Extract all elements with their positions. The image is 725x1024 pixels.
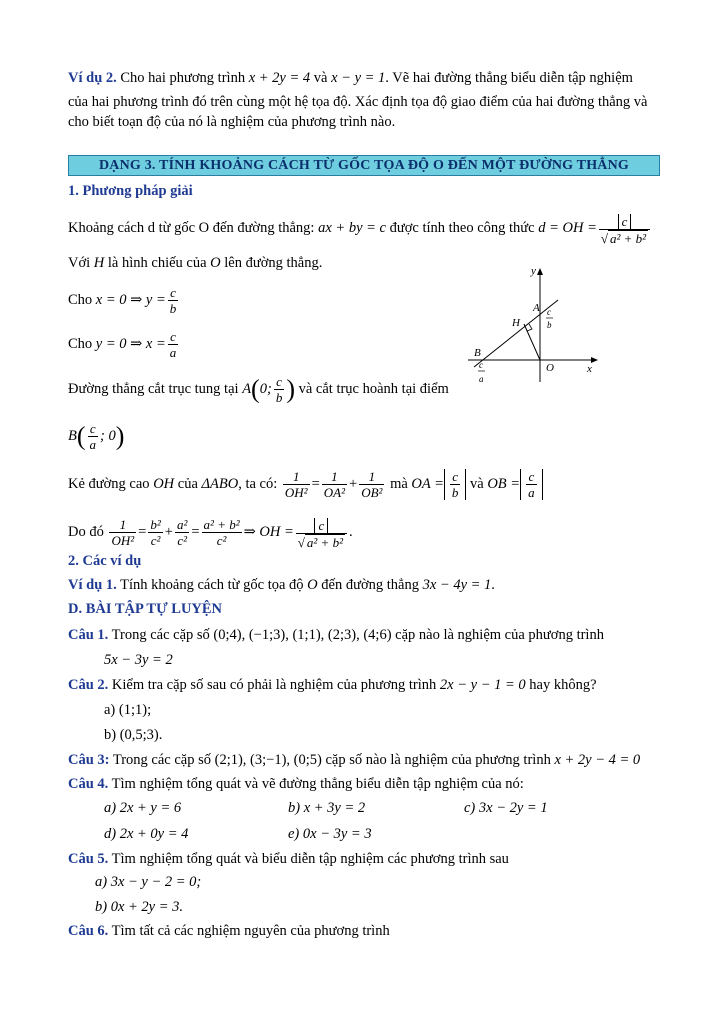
- pairs: (0;4), (−1;3), (1;1), (2;3), (4;6): [213, 627, 392, 643]
- right-angle-mark: [527, 324, 532, 331]
- x0-expr: x = 0 ⇒ y =: [95, 291, 166, 308]
- y-axis-arrow: [537, 268, 543, 275]
- heading: 2. Các ví dụ: [68, 553, 142, 569]
- text: hay không?: [525, 677, 597, 693]
- cau-5-b: b) 0x + 2y = 3.: [95, 899, 184, 915]
- cau-4-b: b) x + 3y = 2: [288, 800, 366, 816]
- point-h: H: [93, 255, 105, 271]
- projection-line: [68, 254, 322, 272]
- text: Cho hai phương trình: [116, 70, 249, 86]
- cau-4-e: e) 0x − 3y = 3: [288, 826, 372, 842]
- text: Trong các cặp số: [109, 752, 215, 768]
- example-1: [68, 576, 495, 594]
- triangle: ΔABO: [201, 475, 239, 492]
- label: Câu 5.: [68, 851, 109, 867]
- text: Với: [68, 255, 94, 271]
- point-a: A: [242, 380, 252, 397]
- oh-result: $\frac{c}{\text{√ a² + b²}}$: [296, 516, 347, 550]
- heading: 1. Phương pháp giải: [68, 183, 193, 199]
- distance-formula-line: [68, 212, 652, 246]
- cho-x0-line: [68, 285, 180, 316]
- abs-c-over-b: $\frac{c}{b}$: [444, 469, 467, 500]
- label: Câu 4.: [68, 776, 109, 792]
- text: Cho: [68, 335, 96, 352]
- label-o: O: [546, 362, 554, 374]
- text: mà: [386, 475, 412, 492]
- sqrt-expr: a² + b²: [610, 230, 647, 246]
- text: là hình chiếu của: [104, 255, 211, 271]
- exercises-heading: [68, 600, 222, 618]
- eq: =: [311, 475, 320, 492]
- plus: +: [349, 475, 358, 492]
- text: Khoảng cách d từ gốc O đến đường thẳng:: [68, 220, 319, 237]
- point-b-line: B( $\frac{c}{a}$ ; 0): [68, 421, 125, 452]
- eq: x + 2y − 4 = 0: [554, 752, 641, 768]
- therefore-line: [68, 516, 353, 550]
- c-over-b: $\frac{c}{b}$: [275, 374, 283, 405]
- frac-oh2: $\frac{1}{\text{OH²}}$: [111, 517, 135, 549]
- label-b: B: [474, 347, 481, 359]
- label-a: A: [533, 302, 540, 314]
- frac-sum-c2: $\frac{\text{a² + b²}}{\text{c²}}$: [203, 517, 240, 549]
- y0-expr: y = 0 ⇒ x =: [95, 335, 166, 352]
- cau-6: [68, 922, 390, 940]
- method-heading: [68, 182, 193, 200]
- section-banner: DẠNG 3. TÍNH KHOẢNG CÁCH TỪ GỐC TỌA ĐỘ O ĐẾN MỘT ĐƯỜNG THẲNG: [68, 155, 660, 176]
- cau-4-c: c) 3x − 2y = 1: [464, 800, 548, 816]
- label: Câu 6.: [68, 923, 109, 939]
- y-label: y: [531, 265, 536, 277]
- label-c-top: c: [547, 307, 551, 317]
- text: Do đó: [68, 524, 108, 541]
- text: và: [466, 475, 488, 492]
- frac-b2-c2: $\frac{\text{b²}}{\text{c²}}$: [150, 517, 161, 549]
- frac-a2-c2: $\frac{\text{a²}}{\text{c²}}$: [176, 517, 188, 549]
- vidu2-line1: [68, 69, 633, 87]
- text: Tìm nghiệm tổng quát và biểu diễn tập nghiệm các phương trình sau: [108, 851, 509, 867]
- x-label: x: [587, 363, 592, 375]
- cau-4-a: a) 2x + y = 6: [104, 800, 182, 816]
- point-b: B: [68, 427, 77, 444]
- text: Cho: [68, 291, 96, 308]
- text: và cắt trục hoành tại điểm: [294, 380, 449, 397]
- coordinate-figure: [460, 262, 610, 392]
- text: được tính theo công thức: [385, 220, 539, 237]
- cau-2: [68, 676, 597, 694]
- cau-1-eq: 5x − 3y = 2: [104, 652, 173, 668]
- heading: D. BÀI TẬP TỰ LUYỆN: [68, 601, 223, 617]
- label-h: H: [512, 317, 520, 329]
- formula-lhs: d = OH =: [538, 220, 597, 237]
- text: cặp nào là nghiệm của phương trình: [391, 627, 604, 643]
- cau-5-a: a) 3x − y − 2 = 0;: [95, 874, 202, 890]
- label: Ví dụ 1.: [68, 577, 117, 593]
- text: Kiểm tra cặp số sau có phải là nghiệm của phương trình: [108, 677, 440, 693]
- cau-5: [68, 850, 509, 868]
- cau-4-d: d) 2x + 0y = 4: [104, 826, 189, 842]
- o: O: [307, 577, 318, 593]
- cau-1: [68, 626, 604, 644]
- vidu2-line2: của hai phương trình đó trên cùng một hệ tọa độ. Xác định tọa độ giao điểm của hai đường thẳng và: [68, 94, 648, 110]
- label: Câu 2.: [68, 677, 109, 693]
- text: đến đường thẳng: [317, 577, 423, 593]
- text: Kẻ đường cao: [68, 475, 154, 492]
- intersect-line: Đường thẳng cắt trục tung tại A(0; $\frac{c}{b}$ ) và cắt trục hoành tại điểm: [68, 374, 449, 405]
- label-a-left: a: [479, 374, 484, 384]
- text: Đường thẳng cắt trục tung tại: [68, 380, 243, 397]
- text: của: [174, 475, 202, 492]
- eq: 2x − y − 1 = 0: [439, 677, 526, 693]
- cau-2-a: a) (1;1);: [104, 702, 152, 718]
- distance-fraction: $\frac{c}{\text{√ a² + b²}}$: [599, 212, 650, 246]
- cau-3: [68, 751, 640, 769]
- text: cặp số nào là nghiệm của phương trình: [321, 752, 555, 768]
- text: Trong các cặp số: [108, 627, 214, 643]
- x-axis-arrow: [591, 357, 598, 363]
- text: lên đường thẳng.: [220, 255, 323, 271]
- oa-eq: OA =: [411, 475, 444, 492]
- implies: ⇒ OH =: [243, 524, 294, 541]
- cho-y0-line: [68, 329, 180, 360]
- frac-oh2: $\frac{1}{\text{OH²}}$: [284, 469, 308, 500]
- point-o: O: [210, 255, 221, 271]
- label: Câu 3:: [68, 752, 110, 768]
- c-over-a: $\frac{c}{a}$: [169, 329, 177, 360]
- examples-heading: [68, 552, 141, 570]
- text: và: [310, 70, 332, 86]
- oh: OH: [153, 475, 175, 492]
- vidu2-line3: cho biết toạn độ của nó là nghiệm của phương trình nào.: [68, 114, 396, 130]
- frac-oa2: $\frac{1}{\text{OA²}}$: [323, 469, 346, 500]
- vidu2-label: Ví dụ 2.: [68, 70, 117, 86]
- cau-4: [68, 775, 524, 793]
- text: Tính khoảng cách từ gốc tọa độ: [116, 577, 308, 593]
- eq: 3x − 4y = 1: [422, 577, 492, 593]
- text: Tìm nghiệm tổng quát và vẽ đường thẳng biểu diễn tập nghiệm của nó:: [108, 776, 524, 792]
- eq: =: [191, 524, 200, 541]
- coord: 0;: [259, 380, 272, 397]
- line-equation: ax + by = c: [318, 220, 386, 237]
- equation-2: x − y = 1: [331, 70, 386, 86]
- pairs: (2;1), (3;−1), (0;5): [214, 752, 322, 768]
- coord: ; 0: [100, 427, 116, 444]
- ob-eq: OB =: [487, 475, 521, 492]
- cau-2-b: b) (0,5;3).: [104, 727, 163, 743]
- dot: .: [491, 577, 495, 593]
- label: Câu 1.: [68, 627, 109, 643]
- text: , ta có:: [238, 475, 281, 492]
- line-ab: [474, 300, 558, 367]
- text: Tìm tất cả các nghiệm nguyên của phương trình: [108, 923, 390, 939]
- abs-c: c: [618, 214, 632, 229]
- dot: .: [348, 524, 353, 541]
- text: . Vẽ hai đường thẳng biểu diễn tập nghiệm: [385, 70, 633, 86]
- frac-ob2: $\frac{1}{\text{OB²}}$: [361, 469, 383, 500]
- label-c-left: c: [479, 360, 483, 370]
- c-over-b: $\frac{c}{b}$: [169, 285, 177, 316]
- plus: +: [164, 524, 173, 541]
- label-b-bottom: b: [547, 320, 552, 330]
- eq: =: [138, 524, 147, 541]
- c-over-a: $\frac{c}{a}$: [89, 421, 97, 452]
- altitude-line: [68, 469, 543, 500]
- abs-c-over-a: $\frac{c}{a}$: [520, 469, 543, 500]
- equation-1: x + 2y = 4: [248, 70, 311, 86]
